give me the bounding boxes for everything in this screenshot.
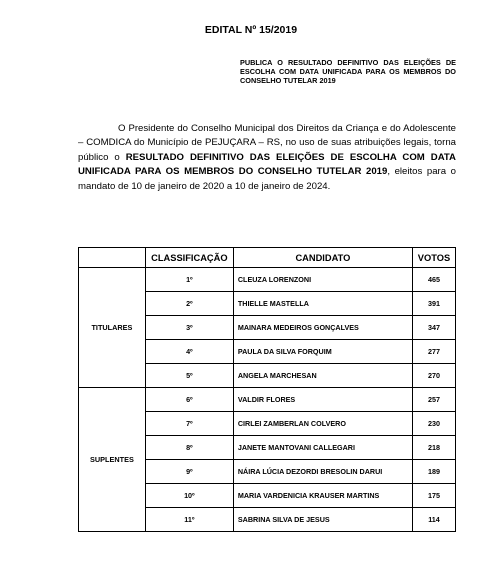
candidate-cell: SABRINA SILVA DE JESUS: [233, 508, 412, 532]
rank-cell: 3º: [145, 316, 233, 340]
rank-cell: 9º: [145, 460, 233, 484]
rank-cell: 7º: [145, 412, 233, 436]
candidate-cell: CIRLEI ZAMBERLAN COLVERO: [233, 412, 412, 436]
table-header-row: [79, 248, 456, 268]
rank-cell: 8º: [145, 436, 233, 460]
candidate-cell: PAULA DA SILVA FORQUIM: [233, 340, 412, 364]
votes-cell: 230: [412, 412, 455, 436]
header-group: [79, 248, 146, 268]
votes-cell: 270: [412, 364, 455, 388]
rank-cell: 5º: [145, 364, 233, 388]
candidate-cell: MAINARA MEDEIROS GONÇALVES: [233, 316, 412, 340]
candidate-cell: NÁIRA LÚCIA DEZORDI BRESOLIN DARUI: [233, 460, 412, 484]
group-suplentes: SUPLENTES: [79, 388, 146, 532]
body-text-part1: O Presidente do Conselho Municipal dos Direitos da Criança e do Adolescente – COMDICA do Município de PEJUÇARA – RS, no uso de suas atribuições legais, torna público o: [78, 123, 456, 163]
header-votes: VOTOS: [412, 248, 455, 268]
rank-cell: 10º: [145, 484, 233, 508]
group-titulares: TITULARES: [79, 268, 146, 388]
votes-cell: 175: [412, 484, 455, 508]
rank-cell: 4º: [145, 340, 233, 364]
body-text-bold: RESULTADO DEFINITIVO DAS ELEIÇÕES DE ESCOLHA COM DATA UNIFICADA PARA OS MEMBROS DO CONSELHO TUTELAR 2019: [78, 151, 456, 178]
votes-cell: 189: [412, 460, 455, 484]
body-paragraph: [78, 122, 456, 194]
candidate-cell: MARIA VARDENICIA KRAUSER MARTINS: [233, 484, 412, 508]
rank-cell: 6º: [145, 388, 233, 412]
votes-cell: 391: [412, 292, 455, 316]
votes-cell: 114: [412, 508, 455, 532]
table-row: [79, 268, 456, 292]
document-summary: PUBLICA O RESULTADO DEFINITIVO DAS ELEIÇÕES DE ESCOLHA COM DATA UNIFICADA PARA OS MEMBROS DO CONSELHO TUTELAR 2019: [240, 58, 456, 85]
table-row: [79, 388, 456, 412]
votes-cell: 347: [412, 316, 455, 340]
rank-cell: 11º: [145, 508, 233, 532]
header-candidate: CANDIDATO: [233, 248, 412, 268]
candidate-cell: THIELLE MASTELLA: [233, 292, 412, 316]
votes-cell: 277: [412, 340, 455, 364]
candidate-cell: CLEUZA LORENZONI: [233, 268, 412, 292]
candidate-cell: JANETE MANTOVANI CALLEGARI: [233, 436, 412, 460]
votes-cell: 257: [412, 388, 455, 412]
votes-cell: 218: [412, 436, 455, 460]
rank-cell: 2º: [145, 292, 233, 316]
header-classification: CLASSIFICAÇÃO: [145, 248, 233, 268]
votes-cell: 465: [412, 268, 455, 292]
document-title: EDITAL Nº 15/2019: [204, 24, 298, 36]
body-text-part2: , eleitos para o mandato de 10 de janeiro de 2020 a 10 de janeiro de 2024.: [78, 166, 456, 192]
results-table: [78, 247, 456, 532]
candidate-cell: VALDIR FLORES: [233, 388, 412, 412]
rank-cell: 1º: [145, 268, 233, 292]
candidate-cell: ANGELA MARCHESAN: [233, 364, 412, 388]
